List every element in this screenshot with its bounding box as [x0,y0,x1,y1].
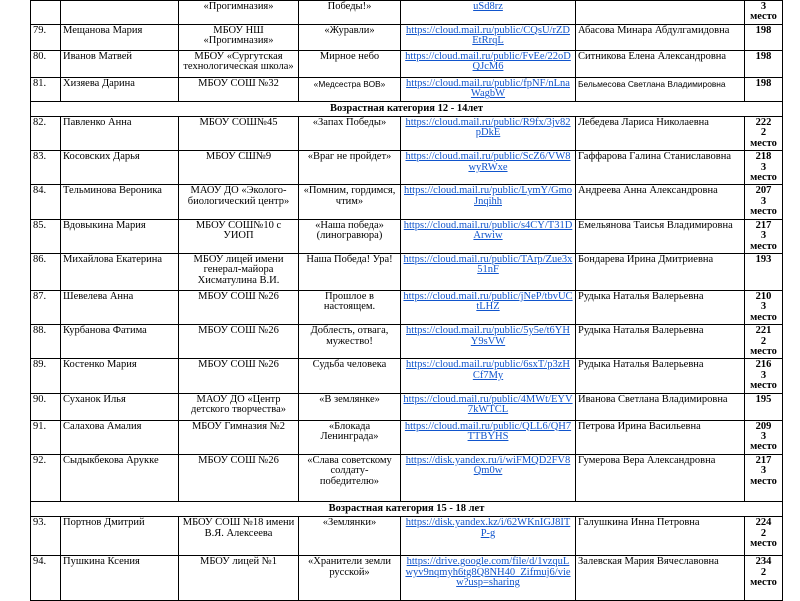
score-value: 198 [755,24,772,36]
school-cell: МБОУ НШ «Прогимназия» [179,24,299,50]
work-link[interactable]: https://cloud.mail.ru/public/5y5e/t6YHY9sVW [406,325,570,347]
place-label: 3 место [750,230,777,252]
place-label: 3 место [750,430,777,453]
work-link[interactable]: https://drive.google.com/file/d/1vzquLwyv9nqmyh6tg8Q8NH40_Zifmuj6/view?usp=sharing [405,556,571,588]
work-title-cell: Доблесть, отвага, мужество! [299,325,401,359]
table-row [31,77,783,101]
link-cell [401,420,576,454]
score-value: 198 [755,77,772,89]
teacher-cell: Лебедева Лариса Николаевна [576,117,745,151]
link-cell [401,325,576,359]
school-cell: МБОУ лицей №1 [179,556,299,601]
place-label: 3 место [750,465,777,487]
link-cell [401,253,576,290]
link-cell [401,454,576,501]
work-link[interactable]: https://disk.yandex.ru/i/wiFMQD2FV8Qm0w [405,454,571,477]
participant-name-cell [61,1,179,25]
place-label: 3 место [750,161,777,184]
participant-name-cell: Костенко Мария [61,359,179,393]
place-label: 3 место [750,369,777,392]
work-link[interactable]: https://cloud.mail.ru/public/6sxT/p3zHCf7My [406,359,570,381]
work-link[interactable]: https://cloud.mail.ru/public/QLL6/QH7TTBYHS [404,420,572,442]
age-category-heading: Возрастная категория 12 - 14лет [31,101,783,116]
work-link[interactable]: https://cloud.mail.ru/public/CQsU/rZDEtRrqL [406,24,570,47]
table-row [31,1,783,25]
work-link[interactable]: https://cloud.mail.ru/public/s4CY/T31DArwiw [403,219,573,242]
table-row [31,24,783,50]
work-link[interactable]: https://cloud.mail.ru/public/ScZ6/VW8wyRWxe [405,151,571,173]
teacher-cell: Емельянова Таисья Владимировна [576,219,745,253]
participant-name-cell: Хизяева Дарина [61,77,179,101]
participant-name-cell: Михайлова Екатерина [61,253,179,290]
work-link[interactable]: https://cloud.mail.ru/public/jNeP/tbvUCtLHZ [403,290,573,313]
participant-name-cell: Косовских Дарья [61,151,179,185]
school-cell: МБОУ Гимназия №2 [179,420,299,454]
school-cell: МБОУ СОШ №26 [179,359,299,393]
row-number-cell: 87. [31,290,61,324]
participant-name-cell: Сыдыкбекова Арукке [61,454,179,501]
row-number-cell: 85. [31,219,61,253]
score-value: 216 [755,359,772,371]
work-title-cell: «Блокада Ленинграда» [299,420,401,454]
score-value: 207 [755,185,772,197]
school-cell: «Прогимназия» [179,1,299,25]
score-cell [745,290,783,324]
link-cell [401,151,576,185]
link-cell [401,1,576,25]
row-number-cell: 83. [31,151,61,185]
row-number-cell: 90. [31,393,61,420]
place-label: 2 место [750,127,777,149]
place-label: 3 место [750,195,777,218]
link-cell [401,117,576,151]
score-cell [745,50,783,77]
teacher-cell: Галушкина Инна Петровна [576,517,745,556]
table-row [31,290,783,324]
link-cell [401,219,576,253]
link-cell [401,359,576,393]
score-value: 217 [755,219,772,231]
score-cell [745,77,783,101]
work-title-cell: «Медсестра ВОВ» [299,77,401,101]
score-value: 222 [755,117,772,129]
link-cell [401,393,576,420]
table-row [31,117,783,151]
teacher-cell: Гаффарова Галина Станиславовна [576,151,745,185]
place-label: 3 место [750,301,777,323]
score-cell [745,556,783,601]
row-number-cell: 86. [31,253,61,290]
score-value: 193 [755,253,772,265]
score-value: 195 [755,393,772,405]
link-cell [401,556,576,601]
work-title-cell: «Враг не пройдет» [299,151,401,185]
work-title-cell: Судьба человека [299,359,401,393]
participant-name-cell: Салахова Амалия [61,420,179,454]
row-number-cell: 91. [31,420,61,454]
row-number-cell: 93. [31,517,61,556]
row-number-cell: 82. [31,117,61,151]
work-link[interactable]: https://cloud.mail.ru/public/R9fx/3jv82pDkE [405,117,571,139]
participant-name-cell: Портнов Дмитрий [61,517,179,556]
score-cell [745,454,783,501]
score-value: 221 [755,325,772,337]
table-row [31,253,783,290]
teacher-cell: Бондарева Ирина Дмитриевна [576,253,745,290]
work-link[interactable]: https://cloud.mail.ru/public/LymY/GmoJnqihh [404,185,572,207]
school-cell: МБОУ СШ№9 [179,151,299,185]
table-row [31,359,783,393]
table-row [31,517,783,556]
score-cell [745,393,783,420]
work-title-cell: «Наша победа» (линогравюра) [299,219,401,253]
teacher-cell: Бельмесова Светлана Владимировна [576,77,745,101]
school-cell: МАОУ ДО «Эколого-биологический центр» [179,185,299,219]
row-number-cell: 81. [31,77,61,101]
age-category-row [31,101,783,116]
teacher-cell: Иванова Светлана Владимировна [576,393,745,420]
table-row [31,325,783,359]
teacher-cell: Гумерова Вера Александровна [576,454,745,501]
table-row [31,454,783,501]
score-value: 234 [755,556,772,568]
work-link[interactable]: https://disk.yandex.kz/i/62WKnIGJ8ITP-g [405,517,571,539]
participant-name-cell: Павленко Анна [61,117,179,151]
teacher-cell [576,1,745,25]
work-title-cell: Победы!» [299,1,401,25]
score-cell [745,185,783,219]
table-row [31,185,783,219]
score-cell [745,517,783,556]
row-number-cell: 84. [31,185,61,219]
participant-name-cell: Тельминова Вероника [61,185,179,219]
school-cell: МБОУ СОШ №18 имени В.Я. Алексеева [179,517,299,556]
school-cell: МБОУ «Сургутская технологическая школа» [179,50,299,77]
table-row [31,556,783,601]
school-cell: МБОУ СОШ №26 [179,325,299,359]
age-category-heading: Возрастная категория 15 - 18 лет [31,501,783,516]
score-cell [745,253,783,290]
score-cell [745,219,783,253]
school-cell: МБОУ СОШ №26 [179,454,299,501]
row-number-cell: 92. [31,454,61,501]
teacher-cell: Рудыка Наталья Валерьевна [576,325,745,359]
teacher-cell: Рудыка Наталья Валерьевна [576,290,745,324]
table-row [31,219,783,253]
teacher-cell: Петрова Ирина Васильевна [576,420,745,454]
place-label: 3 место [750,1,777,23]
work-title-cell: «Землянки» [299,517,401,556]
teacher-cell: Андреева Анна Александровна [576,185,745,219]
work-title-cell: «Помним, гордимся, чтим» [299,185,401,219]
participant-name-cell: Курбанова Фатима [61,325,179,359]
teacher-cell: Ситникова Елена Александровна [576,50,745,77]
row-number-cell: 79. [31,24,61,50]
participant-name-cell: Пушкина Ксения [61,556,179,601]
score-value: 218 [755,151,772,163]
row-number-cell [31,1,61,25]
work-title-cell: Мирное небо [299,50,401,77]
school-cell: МАОУ ДО «Центр детского творчества» [179,393,299,420]
school-cell: МБОУ СОШ №26 [179,290,299,324]
table-row [31,151,783,185]
table-row [31,50,783,77]
score-value: 217 [755,454,772,466]
score-value: 210 [755,290,772,302]
score-value: 209 [755,420,772,432]
work-title-cell: Прошлое в настоящем. [299,290,401,324]
score-cell [745,151,783,185]
results-table [30,0,783,601]
row-number-cell: 89. [31,359,61,393]
score-value: 198 [755,50,772,62]
participant-name-cell: Шевелева Анна [61,290,179,324]
school-cell: МБОУ СОШ№45 [179,117,299,151]
score-cell [745,325,783,359]
work-title-cell: «Запах Победы» [299,117,401,151]
work-link[interactable]: https://cloud.mail.ru/public/FvEe/22oDQJcM6 [405,50,571,73]
score-cell [745,420,783,454]
score-cell [745,359,783,393]
work-link[interactable]: https://cloud.mail.ru/public/TArp/Zue3x51nF [403,253,573,276]
link-cell [401,77,576,101]
participant-name-cell: Иванов Матвей [61,50,179,77]
teacher-cell: Абасова Минара Абдулгамидовна [576,24,745,50]
school-cell: МБОУ лицей имени генерал-майора Хисматулина В.И. [179,253,299,290]
link-cell [401,185,576,219]
place-label: 2 место [750,566,777,588]
work-title-cell: «Слава советскому солдату-победителю» [299,454,401,501]
score-cell [745,24,783,50]
work-title-cell: «В землянке» [299,393,401,420]
score-value: 224 [755,517,772,529]
link-cell [401,290,576,324]
work-link[interactable]: https://cloud.mail.ru/public/fpNF/nLnaWagbW [406,77,570,100]
work-title-cell: «Хранители земли русской» [299,556,401,601]
work-title-cell: Наша Победа! Ура! [299,253,401,290]
link-cell [401,50,576,77]
work-title-cell: «Журавли» [299,24,401,50]
link-cell [401,517,576,556]
teacher-cell: Рудыка Наталья Валерьевна [576,359,745,393]
score-cell [745,1,783,25]
place-label: 2 место [750,335,777,357]
table-row [31,393,783,420]
teacher-cell: Залевская Мария Вячеславовна [576,556,745,601]
work-link[interactable]: uSd8rz [473,1,503,12]
row-number-cell: 88. [31,325,61,359]
score-cell [745,117,783,151]
table-row [31,420,783,454]
row-number-cell: 80. [31,50,61,77]
participant-name-cell: Мещанова Мария [61,24,179,50]
participant-name-cell: Вдовыкина Мария [61,219,179,253]
work-link[interactable]: https://cloud.mail.ru/public/4MWt/EYV7kWTCL [403,393,573,415]
link-cell [401,24,576,50]
school-cell: МБОУ СОШ№10 с УИОП [179,219,299,253]
school-cell: МБОУ СОШ №32 [179,77,299,101]
age-category-row [31,501,783,516]
place-label: 2 место [750,527,777,549]
participant-name-cell: Суханок Илья [61,393,179,420]
row-number-cell: 94. [31,556,61,601]
